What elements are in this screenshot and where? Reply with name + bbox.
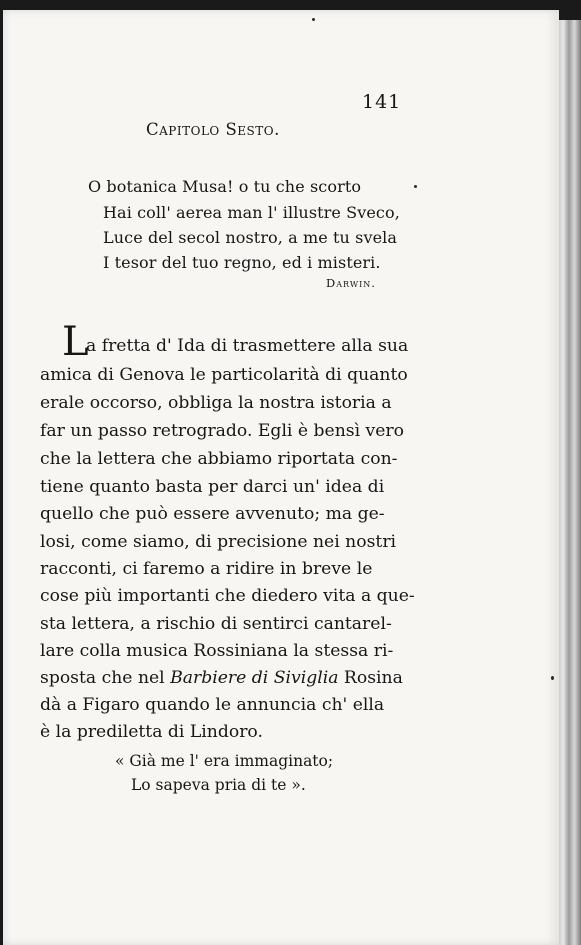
body-line: losi, come siamo, di precisione nei nostri [40,532,397,552]
epigraph-line: O botanica Musa! o tu che scorto [88,177,362,196]
ink-speck [414,185,417,188]
body-line: è la prediletta di Lindoro. [40,722,263,742]
ink-speck [551,676,554,680]
drop-cap: L [62,319,89,365]
ink-speck [312,18,315,21]
opera-title: Barbiere di Siviglia [170,668,339,688]
body-line: racconti, ci faremo a ridire in breve le [40,559,373,579]
body-line: che la lettera che abbiamo riportata con- [40,449,398,469]
body-line: amica di Genova le particolarità di quanto [40,365,408,385]
body-line: dà a Figaro quando le annuncia ch' ella [40,695,385,715]
body-line: a fretta d' Ida di trasmettere alla sua [86,336,409,356]
body-line-barbiere [40,668,403,688]
body-line: tiene quanto basta per darci un' idea di [40,477,385,497]
body-line: far un passo retrogrado. Egli è bensì vero [40,421,405,441]
epigraph-line: I tesor del tuo regno, ed i misteri. [103,253,381,272]
page-stack-edge [559,20,581,945]
epigraph-line: Hai coll' aerea man l' illustre Sveco, [103,203,400,222]
body-text: Rosina [338,668,403,688]
epigraph-line: Luce del secol nostro, a me tu svela [103,228,398,247]
quotation-line: Lo sapeva pria di te ». [131,776,306,794]
body-line: quello che può essere avvenuto; ma ge- [40,504,385,524]
body-line: sta lettera, a rischio di sentirci cantarel- [40,614,392,634]
page-number: 141 [362,91,402,113]
epigraph-attribution: Darwin. [326,276,376,290]
quotation-line: « Già me l' era immaginato; [115,752,334,770]
body-line: lare colla musica Rossiniana la stessa ri- [40,641,394,661]
chapter-title: Capitolo Sesto. [146,120,280,139]
body-line: cose più importanti che diedero vita a que- [40,586,415,606]
body-text: sposta che nel [40,668,171,688]
body-line: erale occorso, obbliga la nostra istoria a [40,393,392,413]
